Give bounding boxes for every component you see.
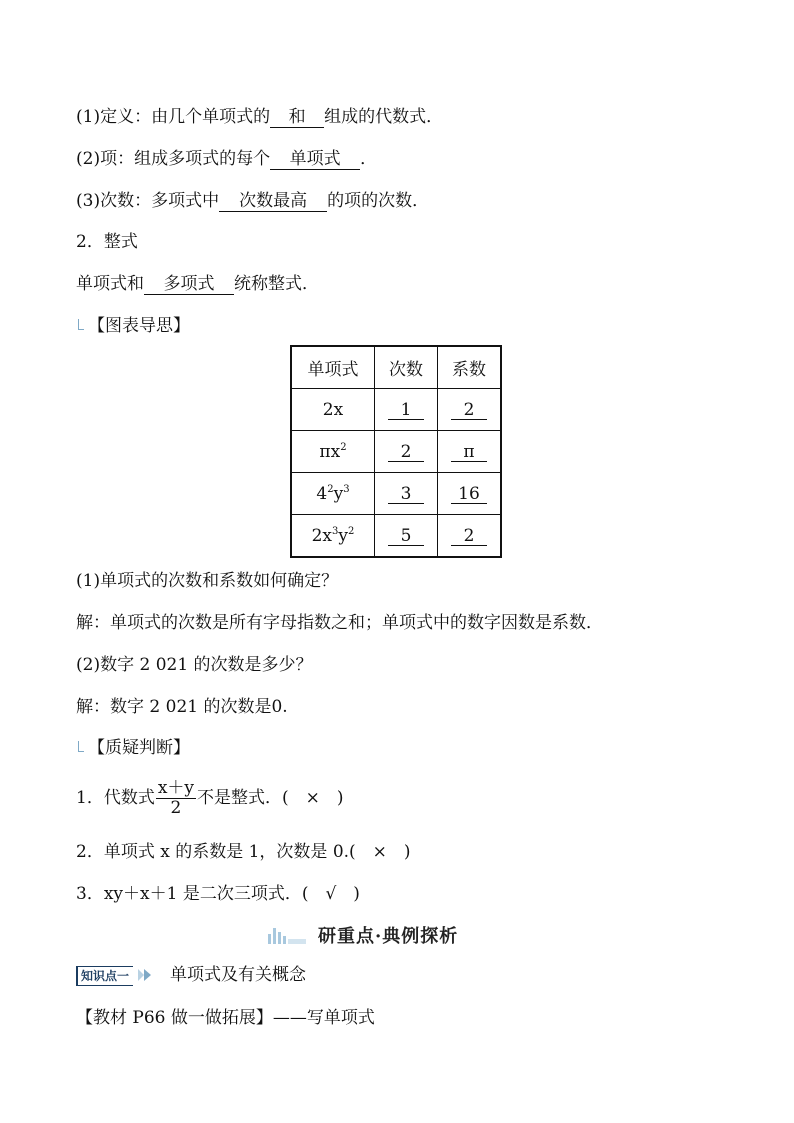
knowledge-point-subtitle: 【教材 P66 做一做拓展】——写单项式 bbox=[76, 1008, 375, 1028]
coefficient-cell: 16 bbox=[438, 473, 502, 515]
degree-cell: 3 bbox=[375, 473, 438, 515]
polynomial-definition: (1)定义：由几个单项式的 和 组成的代数式． bbox=[76, 107, 444, 127]
corner-arrow-icon bbox=[76, 740, 86, 754]
answer-blank: 次数最高 bbox=[219, 192, 327, 212]
degree-cell: 1 bbox=[375, 389, 438, 431]
table-row bbox=[291, 389, 501, 431]
degree-cell: 2 bbox=[375, 431, 438, 473]
question-1: (1)单项式的次数和系数如何确定？ bbox=[76, 571, 339, 591]
monomial-cell: $\pi x^2$ bbox=[291, 431, 375, 473]
judgement-item-2: 2．单项式 x 的系数是 1，次数是 0.( × ) bbox=[76, 842, 411, 862]
table-row bbox=[291, 431, 501, 473]
answer-blank: 和 bbox=[270, 108, 324, 128]
section-banner bbox=[268, 922, 528, 948]
knowledge-point-badge: 知识点一 bbox=[76, 966, 133, 986]
question-2: (2)数字 2 021 的次数是多少？ bbox=[76, 655, 313, 675]
banner-title: 研重点·典例探析 bbox=[318, 926, 459, 947]
table-header: 系数 bbox=[438, 346, 502, 389]
monomial-cell: 2x bbox=[291, 389, 375, 431]
building-decoration-icon bbox=[268, 928, 308, 944]
table-header: 单项式 bbox=[291, 346, 375, 389]
judgement-item-1: 1．代数式 $\frac{x+y}{2}$ 不是整式．( × ) bbox=[76, 778, 344, 818]
arrow-right-icon bbox=[144, 969, 151, 981]
monomial-table bbox=[290, 345, 502, 558]
polynomial-term: (2)项：组成多项式的每个 单项式 ． bbox=[76, 149, 378, 169]
answer-1: 解：单项式的次数是所有字母指数之和；单项式中的数字因数是系数． bbox=[76, 613, 603, 633]
coefficient-cell: 2 bbox=[438, 515, 502, 558]
knowledge-point-title: 单项式及有关概念 bbox=[170, 965, 306, 985]
fraction: $\frac{x+y}{2}$ bbox=[157, 778, 195, 818]
degree-cell: 5 bbox=[375, 515, 438, 558]
coefficient-cell: π bbox=[438, 431, 502, 473]
corner-arrow-icon bbox=[76, 318, 86, 332]
chart-section-heading: 【图表导思】 bbox=[76, 315, 190, 337]
table-header-row bbox=[291, 346, 501, 389]
monomial-cell: $2x^3y^2$ bbox=[291, 515, 375, 558]
monomial-cell: $4^2y^3$ bbox=[291, 473, 375, 515]
judgement-item-3: 3．xy＋x＋1 是二次三项式．( √ ) bbox=[76, 884, 360, 904]
integral-definition: 单项式和 多项式 统称整式． bbox=[76, 274, 319, 294]
answer-2: 解：数字 2 021 的次数是0. bbox=[76, 697, 288, 717]
answer-blank: 单项式 bbox=[270, 150, 360, 170]
table-row bbox=[291, 473, 501, 515]
table-row bbox=[291, 515, 501, 558]
integral-heading: 2．整式 bbox=[76, 232, 138, 252]
table-header: 次数 bbox=[375, 346, 438, 389]
coefficient-cell: 2 bbox=[438, 389, 502, 431]
polynomial-degree: (3)次数：多项式中 次数最高 的项的次数． bbox=[76, 191, 430, 211]
answer-blank: 多项式 bbox=[144, 275, 234, 295]
judgement-heading: 【质疑判断】 bbox=[76, 737, 190, 759]
